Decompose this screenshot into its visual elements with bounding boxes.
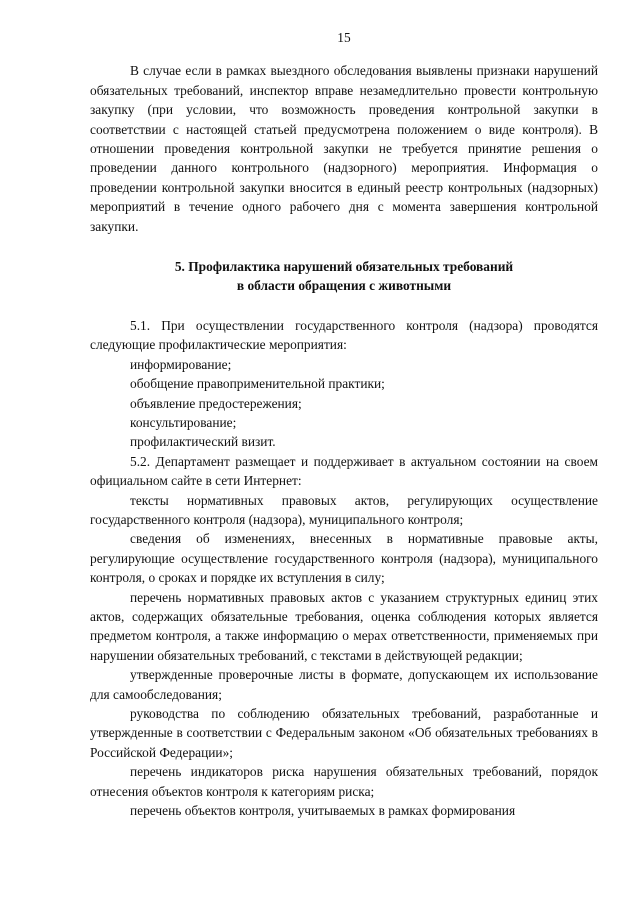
clause-5-2: 5.2. Департамент размещает и поддерживает в актуальном состоянии на своем официальном сайте в сети Интернет: — [90, 453, 598, 489]
published-item: перечень индикаторов риска нарушения обязательных требований, порядок отнесения объектов контроля к категориям риска; — [90, 764, 598, 799]
clause-5-1: 5.1. При осуществлении государственного контроля (надзора) проводятся следующие профилактические мероприятия: — [90, 317, 598, 353]
published-item: руководства по соблюдению обязательных требований, разработанные и утвержденные в соответствии с Федеральным законом «Об обязательных требованиях в Российской Федерации»; — [90, 706, 598, 760]
published-item: тексты нормативных правовых актов, регулирующих осуществление государственного контроля (надзора), муниципального контроля; — [90, 492, 598, 527]
measure-item: консультирование; — [130, 414, 237, 430]
measure-item: обобщение правоприменительной практики; — [130, 376, 385, 392]
section-heading-line-2: в области обращения с животными — [236, 278, 452, 294]
intro-paragraph: В случае если в рамках выездного обследования выявлены признаки нарушений обязательных требований, инспектор вправе незамедлительно провести контрольную закупку (при условии, что возможность проведения контрольной закупки в соответствии с настоящей статьей предусмотрена положением о виде контроля). В отношении проведения контрольной закупки не требуется принятие решения о проведении данного контрольного (надзорного) мероприятия. Информация о проведении контрольной закупки вносится в единый реестр контрольных (надзорных) мероприятий в течение одного рабочего дня с момента завершения контрольной закупки. — [90, 63, 598, 234]
published-item: утвержденные проверочные листы в формате, допускающем их использование для самообследования; — [90, 667, 598, 702]
measure-item: профилактический визит. — [130, 434, 276, 450]
measure-item: информирование; — [130, 356, 232, 372]
page-number: 15 — [337, 30, 351, 45]
section-heading — [90, 257, 598, 296]
published-item: перечень нормативных правовых актов с указанием структурных единиц этих актов, содержащих обязательные требования, оценка соблюдения которых является предметом контроля, а также информацию о мерах ответственности, применяемых при нарушении обязательных требований, с текстами в действующей редакции; — [90, 589, 598, 663]
published-item: сведения об изменениях, внесенных в нормативные правовые акты, регулирующие осуществление государственного контроля (надзора), муниципального контроля, о сроках и порядке их вступления в силу; — [90, 531, 598, 586]
published-item: перечень объектов контроля, учитываемых в рамках формирования — [130, 803, 516, 819]
measure-item: объявление предостережения; — [130, 395, 302, 411]
document-page — [90, 28, 598, 820]
section-heading-line-1: 5. Профилактика нарушений обязательных требований — [174, 259, 514, 275]
